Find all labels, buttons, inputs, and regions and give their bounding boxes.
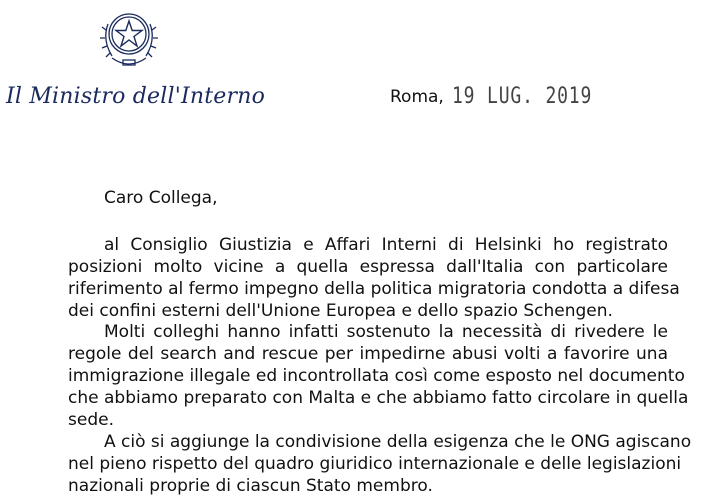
- italian-republic-emblem: [98, 6, 160, 70]
- paragraph-line: nazionali proprie di ciascun Stato membro.: [68, 476, 433, 496]
- paragraph-1: [68, 234, 680, 322]
- paragraph-line: regole del search and rescue per impedirne abusi volti a favorire una: [68, 344, 668, 364]
- paragraph-line: sede.: [68, 410, 114, 430]
- paragraph-line: al Consiglio Giustizia e Affari Interni di Helsinki ho registrato: [104, 235, 668, 255]
- salutation: Caro Collega,: [104, 188, 218, 208]
- paragraph-line: posizioni molto vicine a quella espressa dall'Italia con particolare: [68, 257, 668, 277]
- paragraph-line: immigrazione illegale ed incontrollata così come esposto nel documento: [68, 366, 685, 386]
- paragraph-2: [68, 321, 689, 431]
- paragraph-line: Molti colleghi hanno infatti sostenuto la necessità di rivedere le: [104, 322, 668, 342]
- paragraph-line: A ciò si aggiunge la condivisione della esigenza che le ONG agiscano: [104, 432, 692, 452]
- letterhead-title: Il Ministro dell'Interno: [6, 84, 266, 109]
- place-label: Roma,: [390, 87, 444, 107]
- date-stamp: 19 LUG. 2019: [452, 84, 593, 109]
- paragraph-line: dei confini esterni dell'Unione Europea e dello spazio Schengen.: [68, 301, 613, 321]
- paragraph-line: nel pieno rispetto del quadro giuridico internazionale e delle legislazioni: [68, 454, 682, 474]
- paragraph-line: che abbiamo preparato con Malta e che abbiamo fatto circolare in quella: [68, 388, 689, 408]
- paragraph-line: riferimento al fermo impegno della politica migratoria condotta a difesa: [68, 279, 680, 299]
- paragraph-3: [68, 431, 692, 497]
